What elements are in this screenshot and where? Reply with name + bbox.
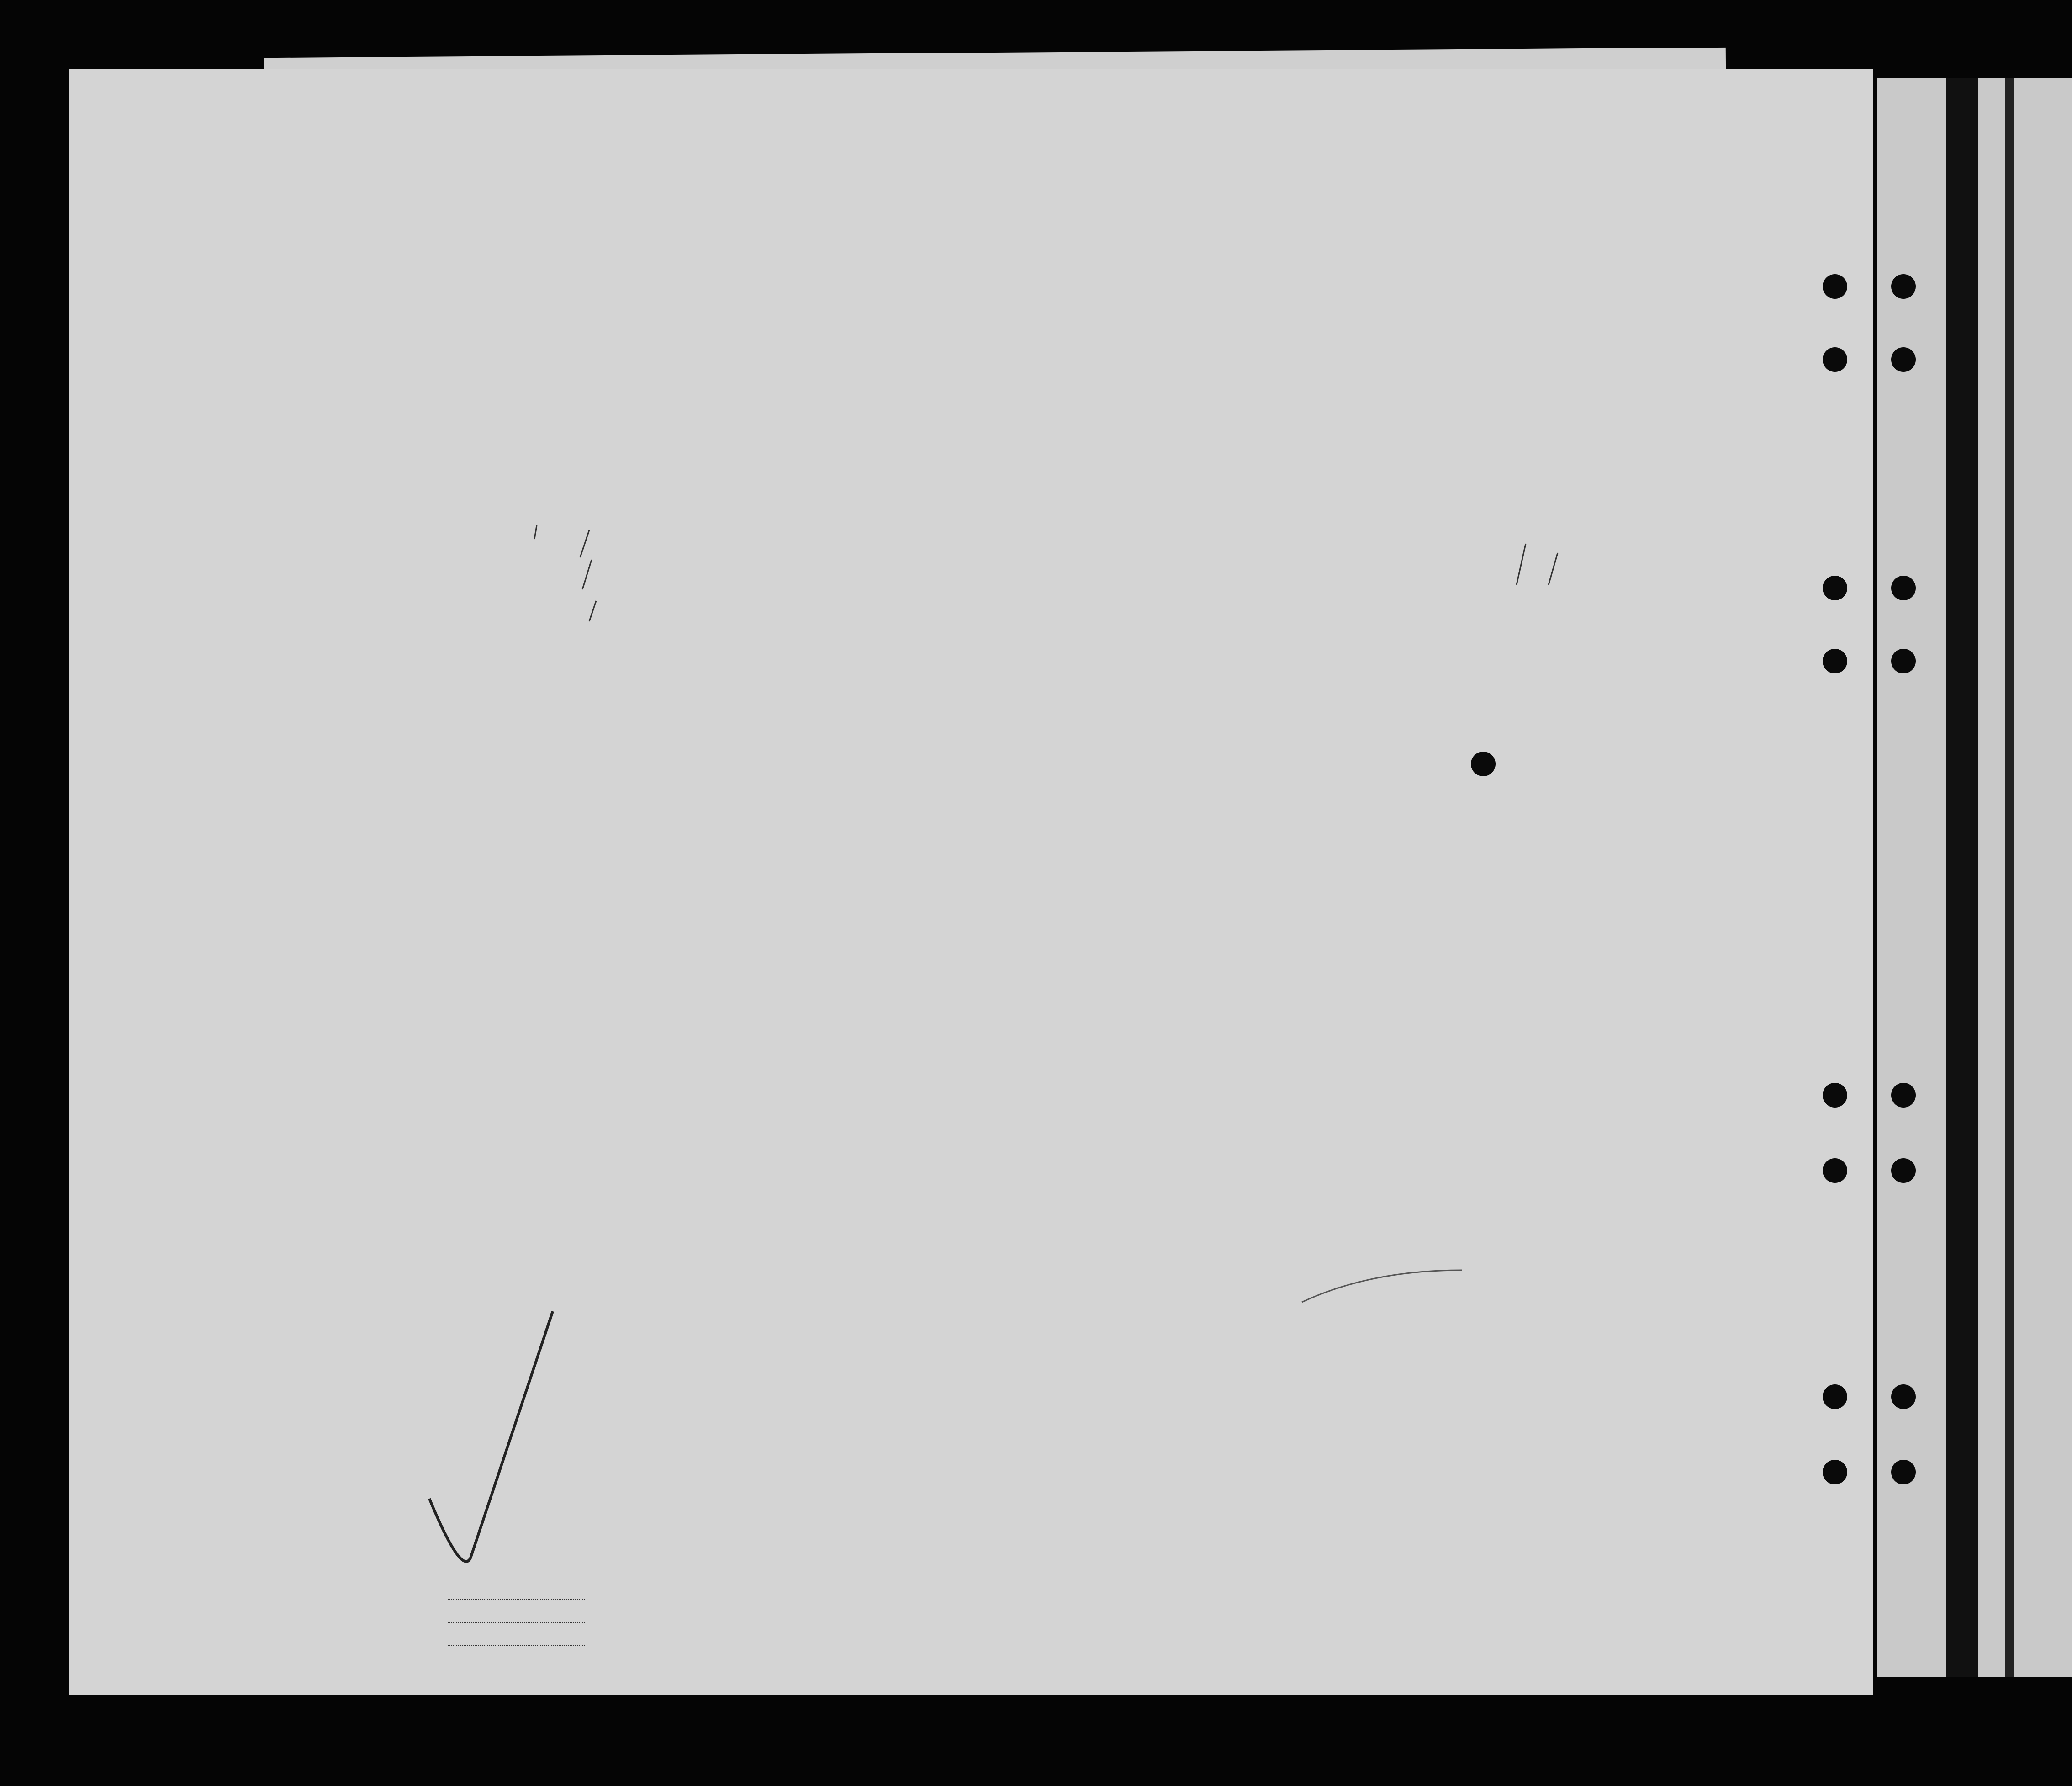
- punch-hole: [1891, 1158, 1916, 1183]
- tick-mark-4: [1517, 544, 1526, 585]
- punch-hole: [1891, 274, 1916, 299]
- check-mark-stroke: [429, 1311, 553, 1562]
- adjacent-page: [1877, 78, 2072, 1677]
- punch-hole: [1823, 576, 1847, 600]
- tick-mark: [534, 525, 537, 539]
- pen-stroke: [1302, 1270, 1462, 1302]
- punch-hole: [1471, 752, 1496, 776]
- tick-mark-3: [589, 601, 596, 621]
- punch-hole: [1823, 347, 1847, 372]
- page-edge: [2005, 78, 2014, 1677]
- punch-hole: [1891, 1083, 1916, 1108]
- punch-hole: [1891, 1460, 1916, 1484]
- handwriting-strokes: [69, 69, 1873, 1695]
- punch-hole: [1891, 347, 1916, 372]
- punch-hole: [1823, 274, 1847, 299]
- tick-mark-5: [1549, 553, 1558, 585]
- footer-citizens-line: [448, 1622, 585, 1623]
- footer-aliens-line: [448, 1645, 585, 1646]
- tick-mark-2: [582, 560, 592, 589]
- punch-hole: [1823, 1158, 1847, 1183]
- punch-hole: [1823, 1384, 1847, 1409]
- punch-hole: [1823, 1083, 1847, 1108]
- punch-hole: [1891, 649, 1916, 673]
- binding-shadow: [1946, 78, 1978, 1677]
- punch-hole: [1891, 1384, 1916, 1409]
- punch-hole: [1823, 1460, 1847, 1484]
- manifest-sheet: [69, 69, 1873, 1695]
- tick-mark-1: [580, 530, 589, 557]
- footer-total-line: [448, 1599, 585, 1600]
- punch-hole: [1823, 649, 1847, 673]
- punch-hole: [1891, 576, 1916, 600]
